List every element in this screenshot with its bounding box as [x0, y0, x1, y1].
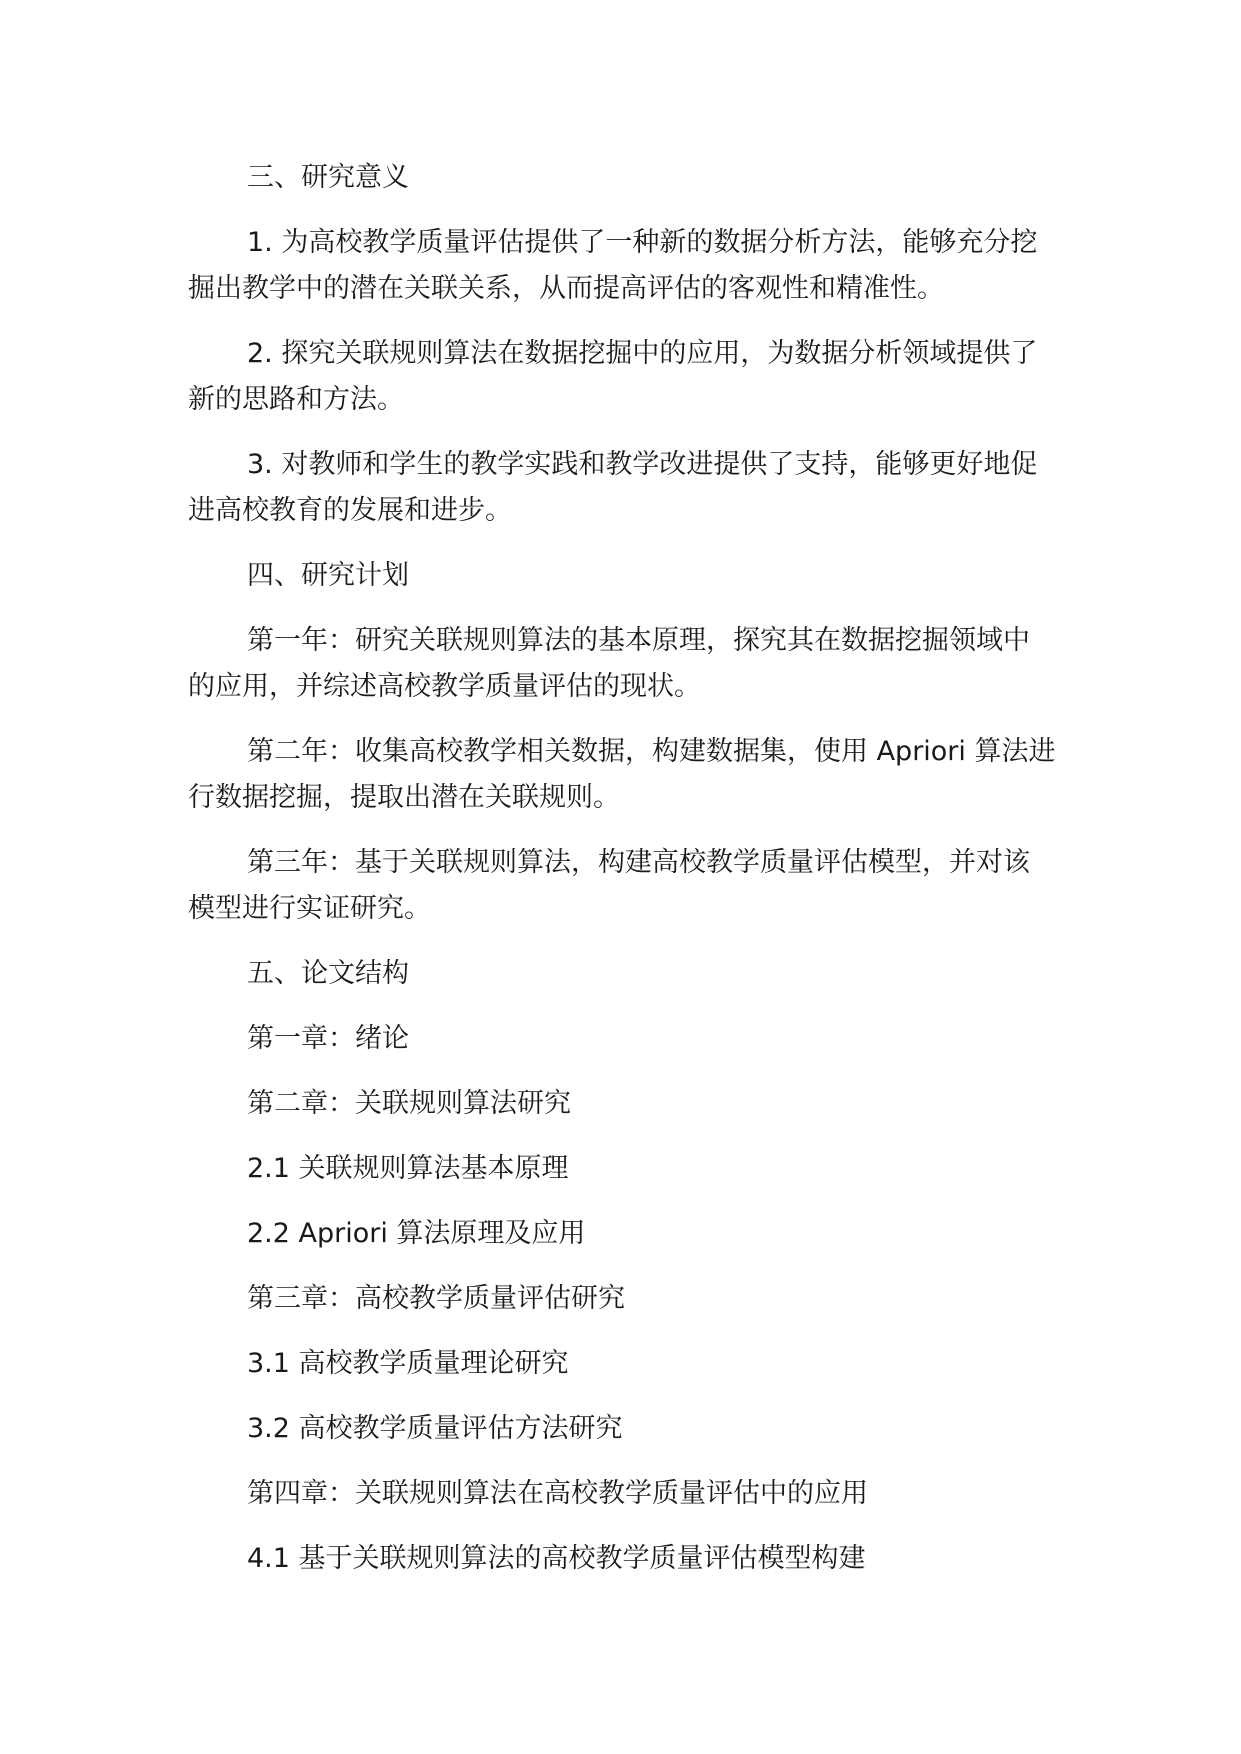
paragraph-line: 2. 探究关联规则算法在数据挖掘中的应用，为数据分析领域提供了 [247, 338, 1038, 369]
toc-section-4-1 [188, 1536, 1048, 1582]
paragraph-plan-year-1 [188, 618, 1048, 710]
heading-text: 四、研究计划 [247, 560, 409, 591]
toc-entry: 2.2 Apriori 算法原理及应用 [247, 1218, 586, 1249]
toc-entry: 第三章：高校教学质量评估研究 [247, 1283, 625, 1314]
section-heading-research-significance [188, 155, 1048, 201]
paragraph-line: 第二年：收集高校教学相关数据，构建数据集，使用 Apriori 算法进 [247, 736, 1056, 767]
paragraph-line: 进高校教育的发展和进步。 [188, 495, 512, 526]
toc-entry: 第四章：关联规则算法在高校教学质量评估中的应用 [247, 1478, 868, 1509]
toc-section-2-1 [188, 1146, 1048, 1192]
paragraph-line: 第一年：研究关联规则算法的基本原理，探究其在数据挖掘领域中 [247, 625, 1030, 656]
section-heading-thesis-structure [188, 951, 1048, 997]
paragraph-line: 第三年：基于关联规则算法，构建高校教学质量评估模型，并对该 [247, 847, 1030, 878]
paragraph-line: 掘出教学中的潜在关联关系，从而提高评估的客观性和精准性。 [188, 273, 944, 304]
toc-entry: 2.1 关联规则算法基本原理 [247, 1153, 569, 1184]
section-heading-research-plan [188, 553, 1048, 599]
paragraph-line: 1. 为高校教学质量评估提供了一种新的数据分析方法，能够充分挖 [247, 227, 1038, 258]
toc-chapter-2 [188, 1081, 1048, 1127]
toc-entry: 3.2 高校教学质量评估方法研究 [247, 1413, 623, 1444]
toc-section-2-2 [188, 1211, 1048, 1257]
paragraph-significance-3 [188, 442, 1048, 534]
paragraph-line: 行数据挖掘，提取出潜在关联规则。 [188, 782, 620, 813]
heading-text: 三、研究意义 [247, 162, 409, 193]
document-body [188, 155, 1056, 1601]
paragraph-line: 3. 对教师和学生的教学实践和教学改进提供了支持，能够更好地促 [247, 449, 1038, 480]
paragraph-line: 模型进行实证研究。 [188, 893, 431, 924]
toc-section-3-1 [188, 1341, 1048, 1387]
toc-entry: 第二章：关联规则算法研究 [247, 1088, 571, 1119]
toc-chapter-3 [188, 1276, 1048, 1322]
toc-entry: 3.1 高校教学质量理论研究 [247, 1348, 569, 1379]
paragraph-significance-2 [188, 331, 1048, 423]
paragraph-plan-year-2 [188, 729, 1056, 821]
paragraph-line: 新的思路和方法。 [188, 384, 404, 415]
toc-section-3-2 [188, 1406, 1048, 1452]
paragraph-plan-year-3 [188, 840, 1048, 932]
paragraph-significance-1 [188, 220, 1048, 312]
heading-text: 五、论文结构 [247, 958, 409, 989]
toc-chapter-4 [188, 1471, 1048, 1517]
toc-chapter-1 [188, 1016, 1048, 1062]
toc-entry: 4.1 基于关联规则算法的高校教学质量评估模型构建 [247, 1543, 866, 1574]
paragraph-line: 的应用，并综述高校教学质量评估的现状。 [188, 671, 701, 702]
toc-entry: 第一章：绪论 [247, 1023, 409, 1054]
